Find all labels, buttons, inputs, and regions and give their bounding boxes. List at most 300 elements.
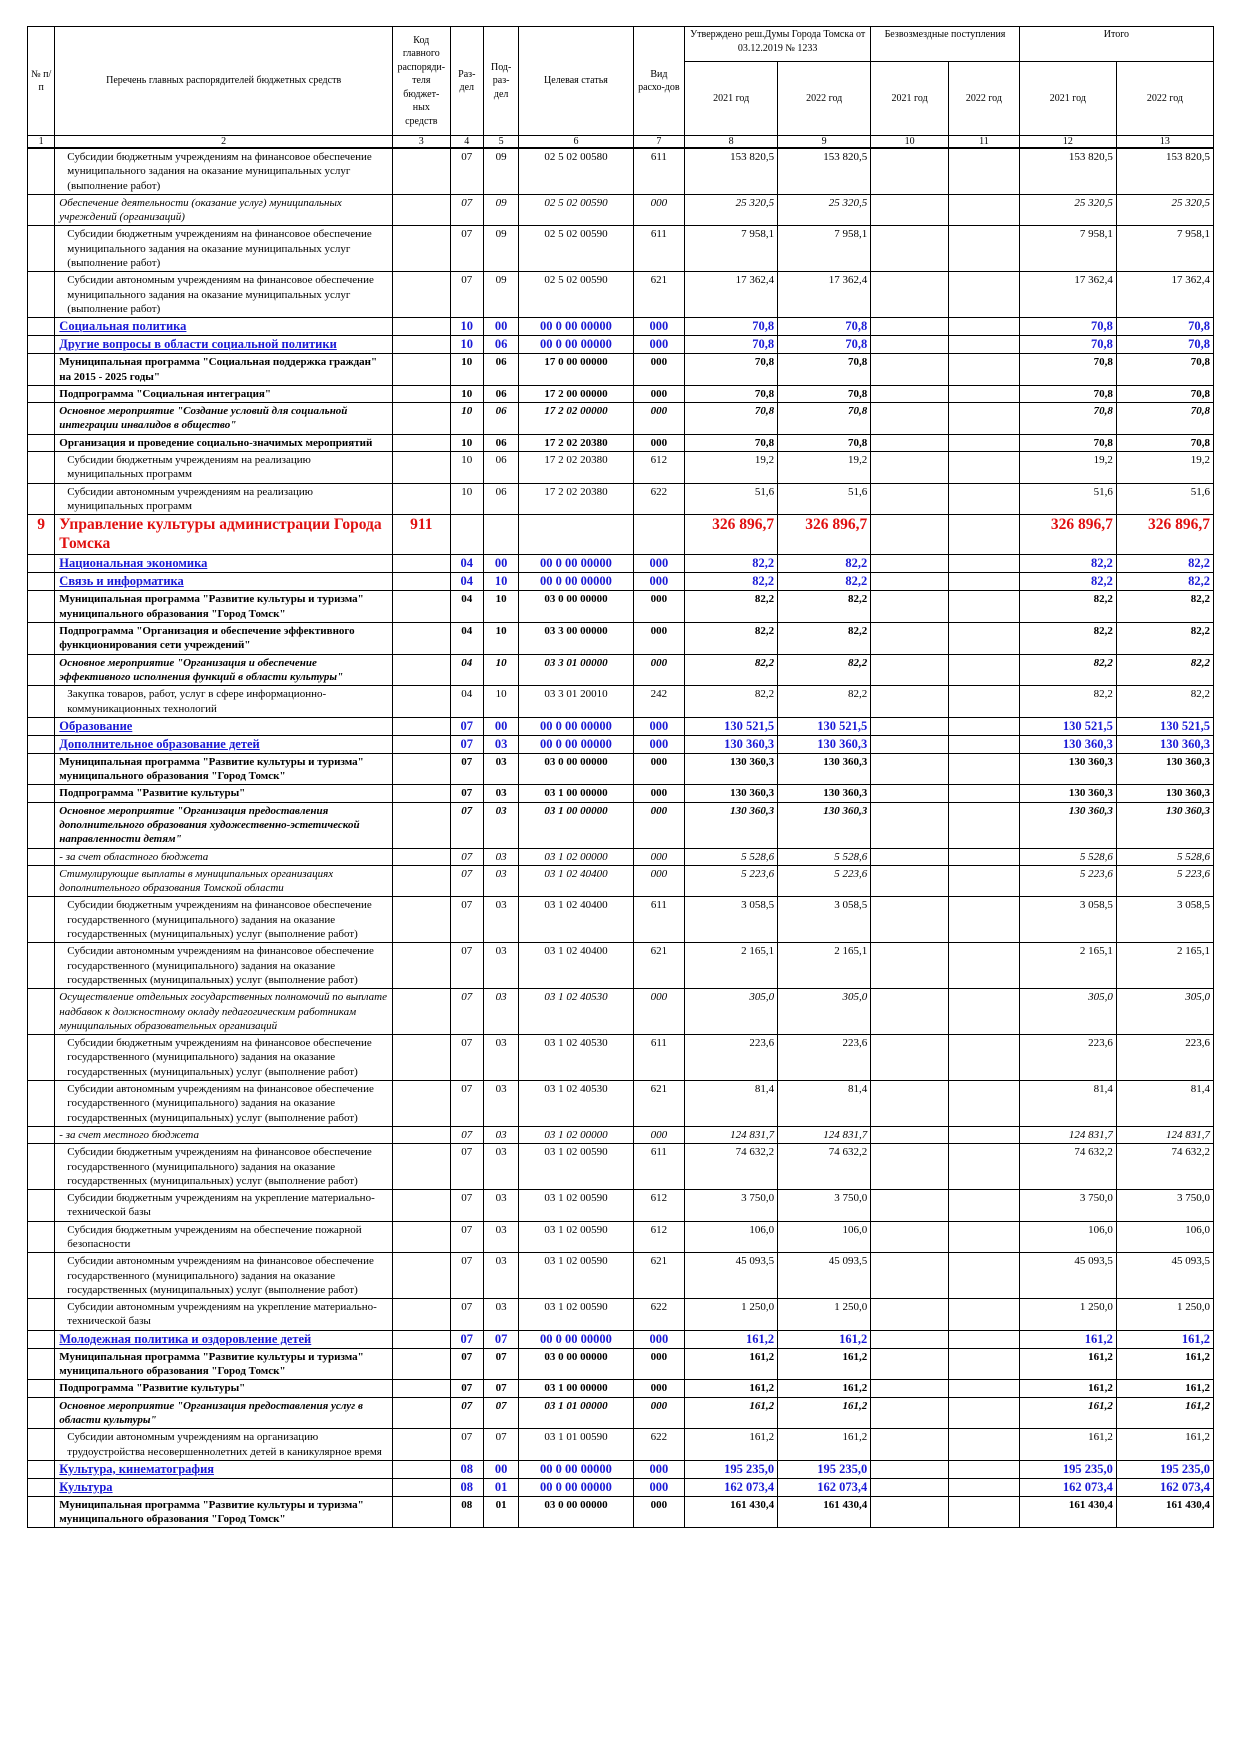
name-cell: Субсидии бюджетным учреждениям на финансовое обеспечение государственного (муниципального) задания на оказание государственных (муниципальных) услуг (выполнение работ) — [55, 897, 393, 943]
vid-cell: 000 — [633, 1397, 685, 1429]
table-row — [28, 1397, 1214, 1429]
total-2021-cell: 3 750,0 — [1019, 1190, 1116, 1222]
grants-2022-cell — [949, 897, 1020, 943]
code-cell — [392, 865, 450, 897]
name-cell: Субсидии бюджетным учреждениям на финансовое обеспечение муниципального задания на оказание муниципальных услуг (выполнение работ) — [55, 148, 393, 194]
no — [28, 785, 55, 802]
grants-2022-cell — [949, 1144, 1020, 1190]
vid-cell: 000 — [633, 717, 685, 735]
grants-2022-cell — [949, 272, 1020, 318]
grants-2021-cell — [871, 1380, 949, 1397]
razdel-cell: 04 — [450, 654, 483, 686]
grants-2021-cell — [871, 1081, 949, 1127]
table-row — [28, 1380, 1214, 1397]
razdel-cell: 07 — [450, 848, 483, 865]
code-cell — [392, 753, 450, 785]
total-2022-cell: 2 165,1 — [1116, 943, 1213, 989]
code-cell — [392, 1397, 450, 1429]
grants-2021-cell — [871, 336, 949, 354]
total-2022-cell: 3 058,5 — [1116, 897, 1213, 943]
podrazdel-cell: 10 — [483, 573, 518, 591]
approved-2022-cell: 25 320,5 — [778, 194, 871, 226]
grants-2022-cell — [949, 1460, 1020, 1478]
table-row — [28, 226, 1214, 272]
approved-2022-cell: 70,8 — [778, 403, 871, 435]
total-2021-cell: 82,2 — [1019, 686, 1116, 718]
total-2021-cell: 45 093,5 — [1019, 1253, 1116, 1299]
code-cell — [392, 403, 450, 435]
podrazdel-cell: 03 — [483, 802, 518, 848]
approved-2022-cell: 82,2 — [778, 623, 871, 655]
approved-2022-cell: 130 360,3 — [778, 802, 871, 848]
razdel-cell: 08 — [450, 1460, 483, 1478]
vid-cell: 000 — [633, 591, 685, 623]
approved-2022-cell: 17 362,4 — [778, 272, 871, 318]
podrazdel-cell: 06 — [483, 434, 518, 451]
razdel-cell: 07 — [450, 717, 483, 735]
approved-2021-cell: 70,8 — [685, 318, 778, 336]
approved-2022-cell: 153 820,5 — [778, 148, 871, 194]
podrazdel-cell: 06 — [483, 452, 518, 484]
table-row — [28, 753, 1214, 785]
grants-2022-cell — [949, 1496, 1020, 1528]
total-2022-cell: 153 820,5 — [1116, 148, 1213, 194]
no — [28, 555, 55, 573]
grants-2022-cell — [949, 148, 1020, 194]
no — [28, 654, 55, 686]
total-2021-cell: 5 223,6 — [1019, 865, 1116, 897]
grants-2022-cell — [949, 686, 1020, 718]
section-row — [28, 318, 1214, 336]
approved-2021-cell: 70,8 — [685, 434, 778, 451]
name-cell: Образование — [55, 717, 393, 735]
code-cell — [392, 194, 450, 226]
section-row — [28, 1478, 1214, 1496]
column-number: 7 — [633, 136, 685, 149]
target-cell: 03 1 02 40530 — [519, 1081, 633, 1127]
table-row — [28, 943, 1214, 989]
approved-2022-cell: 81,4 — [778, 1081, 871, 1127]
approved-2022-cell: 161,2 — [778, 1397, 871, 1429]
approved-2022-cell: 70,8 — [778, 318, 871, 336]
vid-cell: 621 — [633, 1081, 685, 1127]
vid-cell: 000 — [633, 403, 685, 435]
code-cell — [392, 943, 450, 989]
total-2022-cell: 326 896,7 — [1116, 515, 1213, 555]
section-row — [28, 717, 1214, 735]
name-cell: Основное мероприятие "Организация предоставления услуг в области культуры" — [55, 1397, 393, 1429]
target-cell: 03 1 02 40400 — [519, 943, 633, 989]
total-2022-cell: 70,8 — [1116, 434, 1213, 451]
total-2021-cell: 82,2 — [1019, 623, 1116, 655]
name-cell: Субсидии автономным учреждениям на финансовое обеспечение государственного (муниципального) задания на оказание государственных (муниципальных) услуг (выполнение работ) — [55, 943, 393, 989]
total-2022-cell: 45 093,5 — [1116, 1253, 1213, 1299]
podrazdel-cell: 09 — [483, 148, 518, 194]
no — [28, 226, 55, 272]
total-2021-cell: 70,8 — [1019, 385, 1116, 402]
grants-2021-cell — [871, 897, 949, 943]
vid-cell: 000 — [633, 1478, 685, 1496]
target-cell: 03 1 02 00590 — [519, 1221, 633, 1253]
approved-2021-cell: 3 750,0 — [685, 1190, 778, 1222]
table-row — [28, 654, 1214, 686]
no — [28, 848, 55, 865]
podrazdel-cell: 06 — [483, 483, 518, 515]
column-number: 13 — [1116, 136, 1213, 149]
no — [28, 318, 55, 336]
vid-cell: 622 — [633, 1299, 685, 1331]
grants-2021-cell — [871, 403, 949, 435]
total-2022-cell: 74 632,2 — [1116, 1144, 1213, 1190]
approved-2021-cell: 161,2 — [685, 1429, 778, 1461]
total-2021-cell: 70,8 — [1019, 336, 1116, 354]
approved-2021-cell: 161,2 — [685, 1380, 778, 1397]
header-vid: Вид расхо-дов — [633, 27, 685, 136]
name-cell: Организация и проведение социально-значимых мероприятий — [55, 434, 393, 451]
grants-2021-cell — [871, 515, 949, 555]
name-cell: Субсидия бюджетным учреждениям на обеспечение пожарной безопасности — [55, 1221, 393, 1253]
grants-2021-cell — [871, 194, 949, 226]
vid-cell: 611 — [633, 1035, 685, 1081]
grants-2021-cell — [871, 1190, 949, 1222]
code-cell — [392, 452, 450, 484]
table-row — [28, 848, 1214, 865]
no — [28, 753, 55, 785]
total-2022-cell: 162 073,4 — [1116, 1478, 1213, 1496]
name-cell: Подпрограмма "Развитие культуры" — [55, 1380, 393, 1397]
total-2022-cell: 106,0 — [1116, 1221, 1213, 1253]
approved-2022-cell: 130 360,3 — [778, 735, 871, 753]
code-cell — [392, 1190, 450, 1222]
grants-2021-cell — [871, 318, 949, 336]
target-cell: 03 1 02 40400 — [519, 865, 633, 897]
grants-2022-cell — [949, 1429, 1020, 1461]
target-cell: 03 1 00 00000 — [519, 785, 633, 802]
approved-2021-cell: 161,2 — [685, 1348, 778, 1380]
target-cell: 17 2 02 00000 — [519, 403, 633, 435]
no — [28, 1253, 55, 1299]
code-cell — [392, 1253, 450, 1299]
approved-2021-cell: 161 430,4 — [685, 1496, 778, 1528]
approved-2022-cell: 223,6 — [778, 1035, 871, 1081]
total-2022-cell: 223,6 — [1116, 1035, 1213, 1081]
approved-2022-cell: 74 632,2 — [778, 1144, 871, 1190]
name-cell: Культура — [55, 1478, 393, 1496]
no — [28, 1478, 55, 1496]
total-2021-cell: 25 320,5 — [1019, 194, 1116, 226]
razdel-cell: 07 — [450, 1397, 483, 1429]
name-cell: Субсидии автономным учреждениям на организацию трудоустройства несовершеннолетних детей в каникулярное время — [55, 1429, 393, 1461]
grants-2021-cell — [871, 272, 949, 318]
approved-2022-cell: 70,8 — [778, 434, 871, 451]
grants-2021-cell — [871, 1397, 949, 1429]
podrazdel-cell: 03 — [483, 989, 518, 1035]
approved-2022-cell: 3 058,5 — [778, 897, 871, 943]
approved-2022-cell: 3 750,0 — [778, 1190, 871, 1222]
total-2021-cell: 130 360,3 — [1019, 753, 1116, 785]
approved-2021-cell: 161,2 — [685, 1397, 778, 1429]
name-cell: Связь и информатика — [55, 573, 393, 591]
no — [28, 1081, 55, 1127]
razdel-cell: 04 — [450, 573, 483, 591]
no — [28, 989, 55, 1035]
razdel-cell: 10 — [450, 403, 483, 435]
total-2022-cell: 19,2 — [1116, 452, 1213, 484]
name-cell: Подпрограмма "Социальная интеграция" — [55, 385, 393, 402]
total-2022-cell: 1 250,0 — [1116, 1299, 1213, 1331]
target-cell: 02 5 02 00580 — [519, 148, 633, 194]
target-cell: 03 1 01 00000 — [519, 1397, 633, 1429]
razdel-cell: 10 — [450, 336, 483, 354]
total-2021-cell: 161,2 — [1019, 1397, 1116, 1429]
podrazdel-cell: 03 — [483, 865, 518, 897]
vid-cell: 000 — [633, 1348, 685, 1380]
column-number: 3 — [392, 136, 450, 149]
grants-2021-cell — [871, 573, 949, 591]
code-cell — [392, 1144, 450, 1190]
total-2022-cell: 130 360,3 — [1116, 753, 1213, 785]
vid-cell: 611 — [633, 897, 685, 943]
podrazdel-cell: 07 — [483, 1348, 518, 1380]
grants-2022-cell — [949, 452, 1020, 484]
target-cell: 00 0 00 00000 — [519, 1478, 633, 1496]
grants-2022-cell — [949, 591, 1020, 623]
grants-2021-cell — [871, 1348, 949, 1380]
approved-2022-cell: 106,0 — [778, 1221, 871, 1253]
approved-2022-cell: 161,2 — [778, 1348, 871, 1380]
name-cell: Муниципальная программа "Развитие культуры и туризма" муниципального образования "Город Томск" — [55, 1348, 393, 1380]
approved-2022-cell: 5 528,6 — [778, 848, 871, 865]
no — [28, 943, 55, 989]
target-cell: 03 1 02 00590 — [519, 1299, 633, 1331]
table-row — [28, 591, 1214, 623]
razdel-cell: 07 — [450, 1081, 483, 1127]
target-cell: 00 0 00 00000 — [519, 1330, 633, 1348]
code-cell — [392, 1429, 450, 1461]
grants-2022-cell — [949, 785, 1020, 802]
grants-2022-cell — [949, 573, 1020, 591]
no — [28, 1035, 55, 1081]
vid-cell: 000 — [633, 1126, 685, 1143]
razdel-cell: 07 — [450, 785, 483, 802]
approved-2021-cell: 124 831,7 — [685, 1126, 778, 1143]
no — [28, 1190, 55, 1222]
razdel-cell: 07 — [450, 226, 483, 272]
name-cell: Муниципальная программа "Развитие культуры и туризма" муниципального образования "Город Томск" — [55, 1496, 393, 1528]
table-row — [28, 623, 1214, 655]
no — [28, 1299, 55, 1331]
name-cell: Субсидии автономным учреждениям на реализацию муниципальных программ — [55, 483, 393, 515]
name-cell: Муниципальная программа "Социальная поддержка граждан" на 2015 - 2025 годы" — [55, 354, 393, 386]
razdel-cell: 08 — [450, 1478, 483, 1496]
vid-cell: 000 — [633, 434, 685, 451]
razdel-cell: 07 — [450, 272, 483, 318]
grants-2022-cell — [949, 336, 1020, 354]
name-cell: Субсидии автономным учреждениям на финансовое обеспечение муниципального задания на оказание муниципальных услуг (выполнение работ) — [55, 272, 393, 318]
total-2022-cell: 7 958,1 — [1116, 226, 1213, 272]
approved-2022-cell: 82,2 — [778, 555, 871, 573]
approved-2022-cell: 161,2 — [778, 1330, 871, 1348]
grants-2021-cell — [871, 591, 949, 623]
razdel-cell: 07 — [450, 1035, 483, 1081]
grants-2022-cell — [949, 989, 1020, 1035]
header-razdel: Раз-дел — [450, 27, 483, 136]
vid-cell: 000 — [633, 1460, 685, 1478]
target-cell: 00 0 00 00000 — [519, 1460, 633, 1478]
total-2021-cell: 130 521,5 — [1019, 717, 1116, 735]
total-2021-cell: 223,6 — [1019, 1035, 1116, 1081]
grants-2021-cell — [871, 385, 949, 402]
razdel-cell: 10 — [450, 452, 483, 484]
approved-2021-cell: 70,8 — [685, 354, 778, 386]
razdel-cell: 07 — [450, 148, 483, 194]
grants-2021-cell — [871, 785, 949, 802]
razdel-cell: 10 — [450, 354, 483, 386]
total-2021-cell: 161,2 — [1019, 1380, 1116, 1397]
target-cell: 17 2 00 00000 — [519, 385, 633, 402]
header-target: Целевая статья — [519, 27, 633, 136]
total-2021-cell: 82,2 — [1019, 555, 1116, 573]
header-name: Перечень главных распорядителей бюджетных средств — [55, 27, 393, 136]
table-row — [28, 865, 1214, 897]
grants-2021-cell — [871, 1460, 949, 1478]
total-2021-cell: 70,8 — [1019, 434, 1116, 451]
razdel-cell: 07 — [450, 194, 483, 226]
grants-2022-cell — [949, 865, 1020, 897]
name-cell: Обеспечение деятельности (оказание услуг) муниципальных учреждений (организаций) — [55, 194, 393, 226]
vid-cell — [633, 515, 685, 555]
target-cell: 17 2 02 20380 — [519, 434, 633, 451]
total-2021-cell: 195 235,0 — [1019, 1460, 1116, 1478]
approved-2022-cell: 130 360,3 — [778, 785, 871, 802]
grants-2022-cell — [949, 1478, 1020, 1496]
name-cell: Стимулирующие выплаты в муниципальных организациях дополнительного образования Томской области — [55, 865, 393, 897]
code-cell — [392, 434, 450, 451]
total-2021-cell: 82,2 — [1019, 654, 1116, 686]
grants-2021-cell — [871, 753, 949, 785]
table-row — [28, 148, 1214, 194]
name-cell: Основное мероприятие "Организация и обеспечение эффективного исполнения функций в области культуры" — [55, 654, 393, 686]
approved-2021-cell: 17 362,4 — [685, 272, 778, 318]
approved-2021-cell: 130 360,3 — [685, 753, 778, 785]
target-cell: 03 1 02 40400 — [519, 897, 633, 943]
code-cell — [392, 226, 450, 272]
grants-2022-cell — [949, 1081, 1020, 1127]
total-2021-cell: 7 958,1 — [1019, 226, 1116, 272]
podrazdel-cell: 06 — [483, 336, 518, 354]
table-row — [28, 1144, 1214, 1190]
table-row — [28, 1253, 1214, 1299]
target-cell: 03 1 02 00590 — [519, 1253, 633, 1299]
header-podrazdel: Под-раз-дел — [483, 27, 518, 136]
code-cell — [392, 555, 450, 573]
podrazdel-cell: 09 — [483, 226, 518, 272]
total-2021-cell: 130 360,3 — [1019, 785, 1116, 802]
table-row — [28, 483, 1214, 515]
code-cell — [392, 623, 450, 655]
no — [28, 434, 55, 451]
total-2022-cell: 82,2 — [1116, 591, 1213, 623]
vid-cell: 000 — [633, 865, 685, 897]
grants-2022-cell — [949, 318, 1020, 336]
grants-2022-cell — [949, 848, 1020, 865]
podrazdel-cell: 10 — [483, 623, 518, 655]
total-2021-cell: 161 430,4 — [1019, 1496, 1116, 1528]
grants-2022-cell — [949, 735, 1020, 753]
podrazdel-cell: 10 — [483, 654, 518, 686]
total-2022-cell: 81,4 — [1116, 1081, 1213, 1127]
name-cell: Молодежная политика и оздоровление детей — [55, 1330, 393, 1348]
grants-2022-cell — [949, 753, 1020, 785]
no — [28, 403, 55, 435]
total-2021-cell: 81,4 — [1019, 1081, 1116, 1127]
code-cell — [392, 483, 450, 515]
total-2022-cell: 82,2 — [1116, 686, 1213, 718]
approved-2021-cell: 51,6 — [685, 483, 778, 515]
name-cell: Основное мероприятие "Организация предоставления дополнительного образования художественно-эстетической направленности детям" — [55, 802, 393, 848]
grants-2021-cell — [871, 1035, 949, 1081]
column-number: 1 — [28, 136, 55, 149]
approved-2022-cell: 326 896,7 — [778, 515, 871, 555]
approved-2022-cell: 2 165,1 — [778, 943, 871, 989]
razdel-cell: 10 — [450, 385, 483, 402]
razdel-cell: 07 — [450, 943, 483, 989]
code-cell — [392, 1496, 450, 1528]
no — [28, 1429, 55, 1461]
name-cell: Субсидии бюджетным учреждениям на укрепление материально-технической базы — [55, 1190, 393, 1222]
grants-2022-cell — [949, 623, 1020, 655]
name-cell: Основное мероприятие "Создание условий для социальной интеграции инвалидов в общество" — [55, 403, 393, 435]
section-row — [28, 1330, 1214, 1348]
approved-2022-cell: 70,8 — [778, 354, 871, 386]
grants-2021-cell — [871, 865, 949, 897]
total-2021-cell: 74 632,2 — [1019, 1144, 1116, 1190]
approved-2022-cell: 195 235,0 — [778, 1460, 871, 1478]
approved-2022-cell: 161,2 — [778, 1429, 871, 1461]
name-cell: Социальная политика — [55, 318, 393, 336]
name-cell: Субсидии бюджетным учреждениям на финансовое обеспечение муниципального задания на оказание муниципальных услуг (выполнение работ) — [55, 226, 393, 272]
table-row — [28, 802, 1214, 848]
approved-2021-cell: 3 058,5 — [685, 897, 778, 943]
name-cell: Субсидии бюджетным учреждениям на финансовое обеспечение государственного (муниципального) задания на оказание государственных (муниципальных) услуг (выполнение работ) — [55, 1144, 393, 1190]
target-cell: 03 0 00 00000 — [519, 591, 633, 623]
total-2022-cell: 161,2 — [1116, 1348, 1213, 1380]
grants-2021-cell — [871, 226, 949, 272]
podrazdel-cell: 03 — [483, 897, 518, 943]
table-row — [28, 385, 1214, 402]
target-cell: 00 0 00 00000 — [519, 318, 633, 336]
approved-2022-cell: 51,6 — [778, 483, 871, 515]
podrazdel-cell: 03 — [483, 1081, 518, 1127]
column-number: 9 — [778, 136, 871, 149]
no — [28, 1221, 55, 1253]
total-2022-cell: 5 223,6 — [1116, 865, 1213, 897]
target-cell: 03 1 01 00590 — [519, 1429, 633, 1461]
no — [28, 1330, 55, 1348]
no — [28, 483, 55, 515]
header-approved: Утверждено реш.Думы Города Томска от 03.12.2019 № 1233 — [685, 27, 871, 62]
grants-2022-cell — [949, 1035, 1020, 1081]
table-row — [28, 452, 1214, 484]
code-cell — [392, 717, 450, 735]
total-2021-cell: 305,0 — [1019, 989, 1116, 1035]
approved-2021-cell: 82,2 — [685, 654, 778, 686]
total-2021-cell: 5 528,6 — [1019, 848, 1116, 865]
vid-cell: 621 — [633, 943, 685, 989]
grants-2022-cell — [949, 226, 1020, 272]
total-2021-cell: 3 058,5 — [1019, 897, 1116, 943]
total-2021-cell: 106,0 — [1019, 1221, 1116, 1253]
